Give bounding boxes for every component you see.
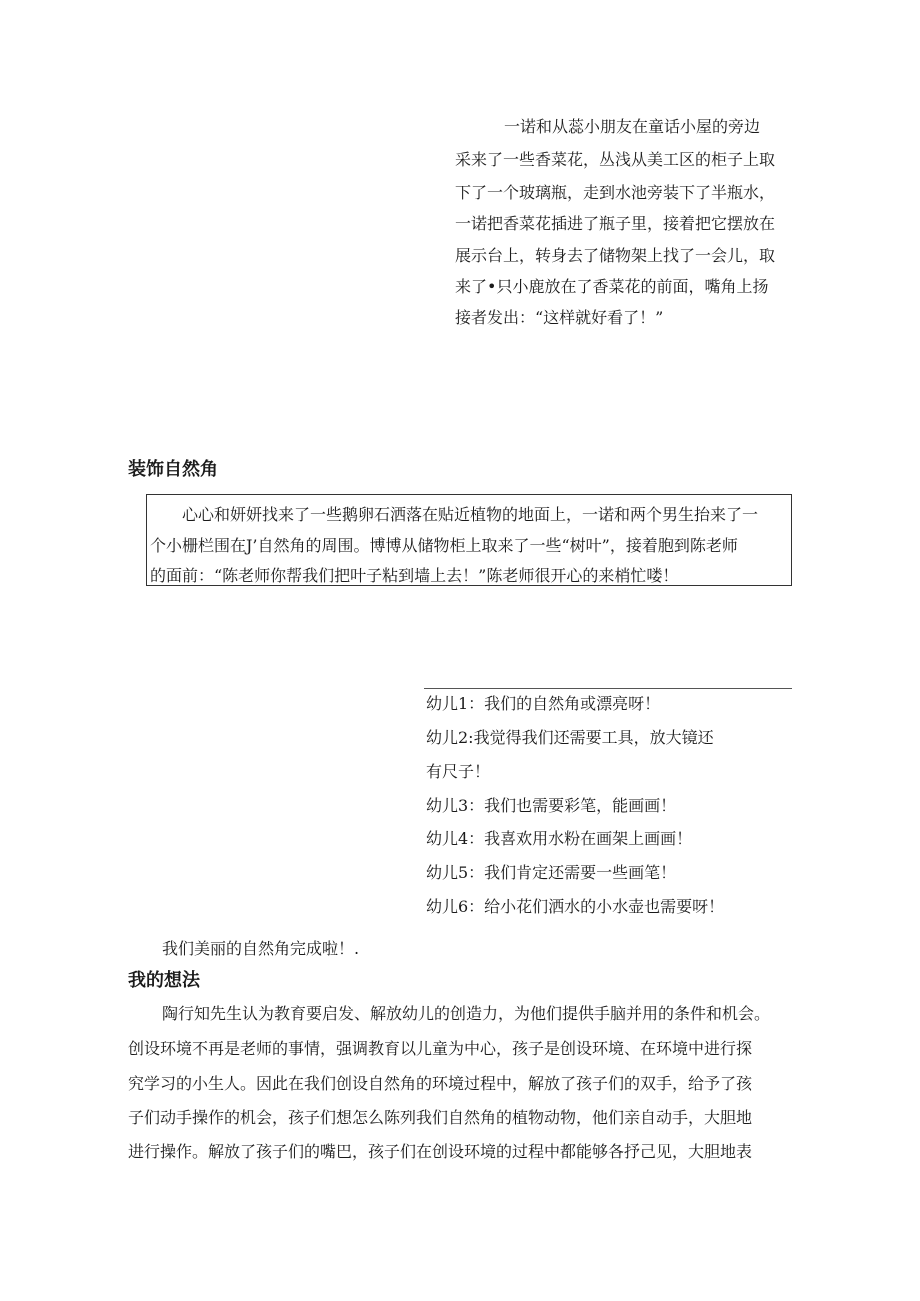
story-line: 来了•只小鹿放在了香菜花的前面，嘴角上扬 [455,277,769,296]
box-line: 的面前：“陈老师你帮我们把叶子粘到墙上去！”陈老师很开心的来梢忙喽！ [150,566,679,585]
conclusion-text: 我们美丽的自然角完成啦！. [162,939,360,958]
section-heading-decorate: 装饰自然角 [128,459,218,480]
thoughts-line: 子们动手操作的机会，孩子们想怎么陈列我们自然角的植物动物，他们亲自动手，大胆地 [128,1108,753,1127]
dialogue-line: 幼儿1：我们的自然角或漂亮呀！ [426,694,661,713]
thoughts-line: 进行操作。解放了孩子们的嘴巴，孩子们在创设环境的过程中都能够各抒己见，大胆地表 [128,1142,753,1161]
dialogue-line: 幼儿2:我觉得我们还需要工具，放大镜还 [426,728,714,747]
dialogue-line: 幼儿6：给小花们洒水的小水壶也需要呀！ [426,897,725,916]
dialogue-line: 幼儿3：我们也需要彩笔，能画画！ [426,796,677,815]
section-heading-thoughts: 我的想法 [128,970,200,991]
dialogue-line: 幼儿5：我们肯定还需要一些画笔！ [426,863,677,882]
dialogue-divider [424,688,792,689]
story-line: 展示台上，转身去了储物架上找了一会儿，取 [455,246,776,265]
dialogue-line: 有尺子！ [426,762,491,781]
story-line: 采来了一些香菜花，丛浅从美工区的柜子上取 [455,150,776,169]
dialogue-line: 幼儿4：我喜欢用水粉在画架上画画！ [426,829,693,848]
box-line: 个小栅栏围在J’自然角的周围。博博从储物柜上取来了一些“树叶”，接着胞到陈老师 [150,536,738,555]
story-line: 一诺把香菜花插进了瓶子里，接着把它摆放在 [455,214,776,233]
thoughts-line: 陶行知先生认为教育要启发、解放幼儿的创造力，为他们提供手脑并用的条件和机会。 [162,1004,771,1023]
thoughts-line: 创设环境不再是老师的事情，强调教育以儿童为中心，孩子是创设环境、在环境中进行探 [128,1039,753,1058]
story-line: 一诺和从蕊小朋友在童话小屋的旁边 [504,117,761,136]
story-line: 下了一个玻璃瓶，走到水池旁装下了半瓶水， [455,183,776,202]
story-line: 接者发出：“这样就好看了！” [455,308,664,327]
thoughts-line: 究学习的小生人。因此在我们创设自然角的环境过程中，解放了孩子们的双手，给予了孩 [128,1074,753,1093]
box-line: 心心和妍妍找来了一些鹅卵石洒落在贴近植物的地面上，一诺和两个男生抬来了一 [182,505,759,524]
